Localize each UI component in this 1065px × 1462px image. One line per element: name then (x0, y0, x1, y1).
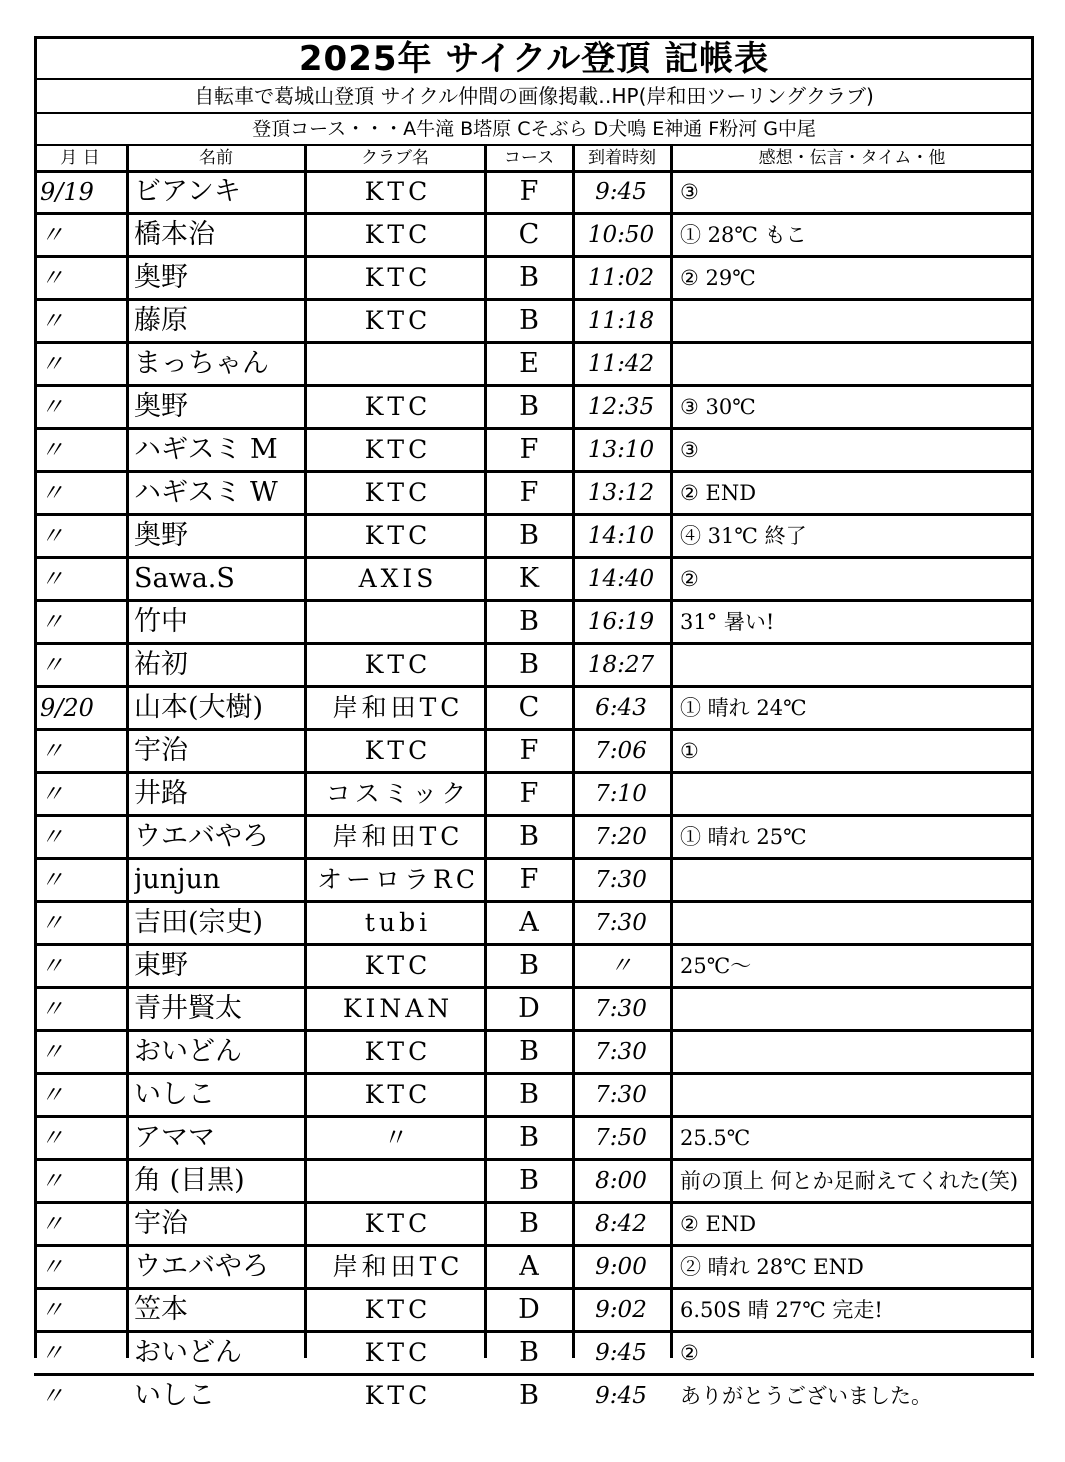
cell-name: まっちゃん (134, 348, 269, 379)
cell-name: ハギスミ W (134, 477, 278, 508)
cell-note: 6.50S 晴 27℃ 完走! (680, 1298, 883, 1322)
cell-club: KTC (364, 650, 432, 679)
cell-course: B (519, 305, 539, 336)
cell-time: 7:10 (595, 781, 647, 807)
cell-course: B (519, 1380, 539, 1411)
cell-note: ④ 31℃ 終了 (680, 524, 807, 548)
cell-date: 〃 (40, 909, 64, 937)
cell-course: F (519, 434, 539, 465)
table-row (34, 774, 1034, 817)
cell-note: ① 晴れ 25℃ (680, 825, 807, 849)
cell-date: 〃 (40, 952, 64, 980)
cell-time: 7:20 (595, 824, 647, 850)
cell-note: 31° 暑い! (680, 610, 775, 634)
cell-course: B (519, 1337, 539, 1368)
cell-name: 竹中 (134, 606, 188, 637)
cell-name: 奥野 (134, 520, 188, 551)
cell-time: 9:45 (595, 1383, 647, 1409)
table-row (34, 1075, 1034, 1118)
cell-date: 〃 (40, 1081, 64, 1109)
cell-course: D (518, 1294, 540, 1325)
cell-note: ③ (680, 180, 699, 204)
cell-club: KTC (364, 306, 432, 335)
cell-club (310, 1161, 486, 1201)
cell-date: 〃 (40, 350, 64, 378)
cell-club: KTC (364, 435, 432, 464)
cell-course: D (518, 993, 540, 1024)
cell-note: ② END (680, 481, 757, 505)
cell-name: ウエバやろ (134, 821, 269, 852)
cell-note (674, 860, 1032, 900)
cell-course: F (519, 735, 539, 766)
table-row (34, 1376, 1034, 1419)
table-row (34, 1032, 1034, 1075)
cell-time: 8:42 (595, 1211, 647, 1237)
cell-club: 岸和田TC (332, 822, 464, 851)
cell-course: B (519, 606, 539, 637)
cell-time: 10:50 (587, 222, 655, 248)
sheet-subtitle: 自転車で葛城山登頂 サイクル仲間の画像掲載‥HP(岸和田ツーリングクラブ) (34, 80, 1034, 114)
header-name: 名前 (199, 148, 233, 168)
column-divider (670, 146, 673, 1358)
cell-name: junjun (134, 864, 221, 895)
table-row (34, 903, 1034, 946)
header-note: 感想・伝言・タイム・他 (758, 148, 946, 168)
cell-date: 〃 (40, 393, 64, 421)
cell-time: 18:27 (587, 652, 655, 678)
cell-time: 16:19 (587, 609, 655, 635)
cell-date: 〃 (40, 1167, 64, 1195)
cell-note (674, 1075, 1032, 1115)
cell-time: 14:40 (587, 566, 655, 592)
table-row (34, 688, 1034, 731)
cell-club: KINAN (342, 994, 454, 1023)
cell-note: ② (680, 1341, 699, 1365)
cell-time: 〃 (609, 953, 633, 979)
cell-time: 7:30 (595, 1039, 647, 1065)
cell-club: KTC (364, 1209, 432, 1238)
cell-time: 8:00 (595, 1168, 647, 1194)
cell-name: 笠本 (134, 1294, 188, 1325)
cell-club: KTC (364, 478, 432, 507)
cell-name: 角 (目黒) (134, 1165, 245, 1196)
cell-name: ウエバやろ (134, 1251, 269, 1282)
table-row (34, 430, 1034, 473)
cell-club (310, 344, 486, 384)
column-divider (484, 146, 487, 1358)
cell-note: 25.5℃ (680, 1126, 751, 1150)
cell-date: 〃 (40, 995, 64, 1023)
table-row (34, 473, 1034, 516)
cell-course: B (519, 1079, 539, 1110)
cell-course: B (519, 1208, 539, 1239)
cell-date: 〃 (40, 1339, 64, 1367)
cell-note: ③ 30℃ (680, 395, 756, 419)
cell-name: 奥野 (134, 262, 188, 293)
cell-club: KTC (364, 1338, 432, 1367)
table-row (34, 1333, 1034, 1376)
cell-note: ① (680, 739, 699, 763)
cell-course: A (519, 907, 539, 938)
cell-club: AXIS (358, 564, 438, 593)
header-course: コース (503, 148, 555, 168)
table-row (34, 1247, 1034, 1290)
table-row (34, 559, 1034, 602)
cell-course: B (519, 262, 539, 293)
cell-name: いしこ (134, 1380, 215, 1411)
cell-time: 6:43 (595, 695, 647, 721)
sheet-title: 2025年 サイクル登頂 記帳表 (34, 36, 1034, 80)
cell-time: 7:30 (595, 910, 647, 936)
cell-note: ② 29℃ (680, 266, 756, 290)
cell-time: 11:02 (587, 265, 655, 291)
cell-name: 宇治 (134, 735, 188, 766)
cell-note (674, 774, 1032, 814)
table-row (34, 516, 1034, 559)
table-row (34, 387, 1034, 430)
cell-note: 25℃〜 (680, 954, 752, 978)
cell-club: KTC (364, 521, 432, 550)
cell-time: 7:30 (595, 1082, 647, 1108)
cell-name: 奥野 (134, 391, 188, 422)
cell-club: KTC (364, 1037, 432, 1066)
table-header (34, 146, 1034, 172)
cell-club: コスミック (325, 779, 471, 808)
table-row (34, 172, 1034, 215)
cell-course: F (519, 864, 539, 895)
column-divider (304, 146, 307, 1358)
cell-name: 宇治 (134, 1208, 188, 1239)
cell-date: 〃 (40, 1296, 64, 1324)
cell-name: 祐初 (134, 649, 188, 680)
cell-course: B (519, 649, 539, 680)
cell-time: 9:45 (595, 1340, 647, 1366)
cell-time: 12:35 (587, 394, 655, 420)
cell-club: 岸和田TC (332, 693, 464, 722)
header-rule (34, 170, 1034, 173)
cell-name: ハギスミ M (134, 434, 278, 465)
cell-time: 7:06 (595, 738, 647, 764)
cell-name: Sawa.S (134, 563, 235, 594)
cell-course: K (518, 563, 540, 594)
table-row (34, 860, 1034, 903)
table-row (34, 645, 1034, 688)
cell-note: ② 晴れ 28℃ END (680, 1255, 864, 1279)
cell-club: tubi (364, 908, 432, 937)
cell-course: B (519, 391, 539, 422)
cell-course: B (519, 1122, 539, 1153)
cell-course: B (519, 520, 539, 551)
cell-club: オーロラRC (317, 865, 479, 894)
cell-note (674, 301, 1032, 341)
cell-course: B (519, 950, 539, 981)
register-sheet (34, 36, 1034, 1426)
cell-time: 7:30 (595, 996, 647, 1022)
cell-note: ③ (680, 438, 699, 462)
cell-club: 〃 (383, 1123, 413, 1152)
table-row (34, 1290, 1034, 1333)
cell-date: 〃 (40, 436, 64, 464)
cell-note (674, 903, 1032, 943)
cell-name: 井路 (134, 778, 188, 809)
cell-course: B (519, 1165, 539, 1196)
cell-date: 9/19 (40, 178, 94, 206)
cell-course: B (519, 1036, 539, 1067)
header-club: クラブ名 (361, 148, 429, 168)
cell-date: 〃 (40, 307, 64, 335)
cell-club (310, 602, 486, 642)
cell-date: 〃 (40, 651, 64, 679)
cell-note (674, 344, 1032, 384)
table-row (34, 1161, 1034, 1204)
table-row (34, 946, 1034, 989)
cell-note (674, 1032, 1032, 1072)
table-row (34, 1204, 1034, 1247)
cell-date: 〃 (40, 1038, 64, 1066)
cell-time: 9:00 (595, 1254, 647, 1280)
cell-course: C (518, 219, 540, 250)
cell-course: A (519, 1251, 539, 1282)
cell-club: KTC (364, 951, 432, 980)
cell-club: KTC (364, 220, 432, 249)
cell-club: KTC (364, 1080, 432, 1109)
cell-name: 東野 (134, 950, 188, 981)
cell-time: 11:18 (587, 308, 655, 334)
cell-note: ② (680, 567, 699, 591)
cell-note: ありがとうございました。 (680, 1384, 932, 1408)
cell-club: KTC (364, 1295, 432, 1324)
cell-note (674, 989, 1032, 1029)
cell-name: 橋本治 (134, 219, 215, 250)
cell-name: おいどん (134, 1337, 242, 1368)
cell-club: KTC (364, 1381, 432, 1410)
cell-club: KTC (364, 263, 432, 292)
cell-note: ① 28℃ もこ (680, 223, 807, 247)
cell-date: 〃 (40, 1382, 64, 1410)
cell-note: ② END (680, 1212, 757, 1236)
cell-date: 〃 (40, 264, 64, 292)
cell-date: 〃 (40, 866, 64, 894)
cell-name: ビアンキ (134, 176, 241, 207)
cell-note: ① 晴れ 24℃ (680, 696, 807, 720)
cell-name: アママ (134, 1122, 215, 1153)
cell-time: 7:50 (595, 1125, 647, 1151)
table-row (34, 1118, 1034, 1161)
cell-time: 9:02 (595, 1297, 647, 1323)
cell-club: KTC (364, 392, 432, 421)
table-row (34, 344, 1034, 387)
cell-club: KTC (364, 736, 432, 765)
cell-name: 山本(大樹) (134, 692, 264, 723)
cell-club: 岸和田TC (332, 1252, 464, 1281)
table-row (34, 602, 1034, 645)
column-divider (572, 146, 575, 1358)
cell-date: 〃 (40, 737, 64, 765)
cell-date: 〃 (40, 1124, 64, 1152)
column-divider (126, 146, 129, 1358)
cell-course: F (519, 176, 539, 207)
cell-time: 13:10 (587, 437, 655, 463)
cell-name: 藤原 (134, 305, 188, 336)
cell-course: B (519, 821, 539, 852)
header-time: 到着時刻 (588, 148, 656, 168)
cell-date: 〃 (40, 479, 64, 507)
cell-time: 7:30 (595, 867, 647, 893)
cell-name: いしこ (134, 1079, 215, 1110)
cell-course: C (518, 692, 540, 723)
cell-date: 〃 (40, 522, 64, 550)
table-row (34, 301, 1034, 344)
table-row (34, 215, 1034, 258)
cell-club: KTC (364, 177, 432, 206)
cell-note (674, 645, 1032, 685)
cell-course: E (519, 348, 539, 379)
cell-date: 〃 (40, 1253, 64, 1281)
cell-name: 青井賢太 (134, 993, 242, 1024)
cell-date: 〃 (40, 1210, 64, 1238)
cell-name: おいどん (134, 1036, 242, 1067)
table-row (34, 817, 1034, 860)
cell-date: 〃 (40, 565, 64, 593)
cell-time: 13:12 (587, 480, 655, 506)
cell-date: 〃 (40, 221, 64, 249)
cell-time: 9:45 (595, 179, 647, 205)
cell-date: 9/20 (40, 694, 94, 722)
header-date: 月 日 (60, 148, 100, 168)
frame-right (1031, 146, 1034, 1358)
table-row (34, 258, 1034, 301)
cell-note: 前の頂上 何とか足耐えてくれた(笑) (680, 1169, 1019, 1193)
cell-date: 〃 (40, 823, 64, 851)
cell-date: 〃 (40, 780, 64, 808)
table-row (34, 989, 1034, 1032)
cell-course: F (519, 477, 539, 508)
cell-date: 〃 (40, 608, 64, 636)
table-row (34, 731, 1034, 774)
cell-time: 11:42 (587, 351, 655, 377)
course-legend: 登頂コース・・・A牛滝 B塔原 Cそぶら D犬鳴 E神通 F粉河 G中尾 (34, 114, 1034, 146)
cell-time: 14:10 (587, 523, 655, 549)
frame-left (34, 146, 37, 1358)
cell-course: F (519, 778, 539, 809)
cell-name: 吉田(宗史) (134, 907, 264, 938)
